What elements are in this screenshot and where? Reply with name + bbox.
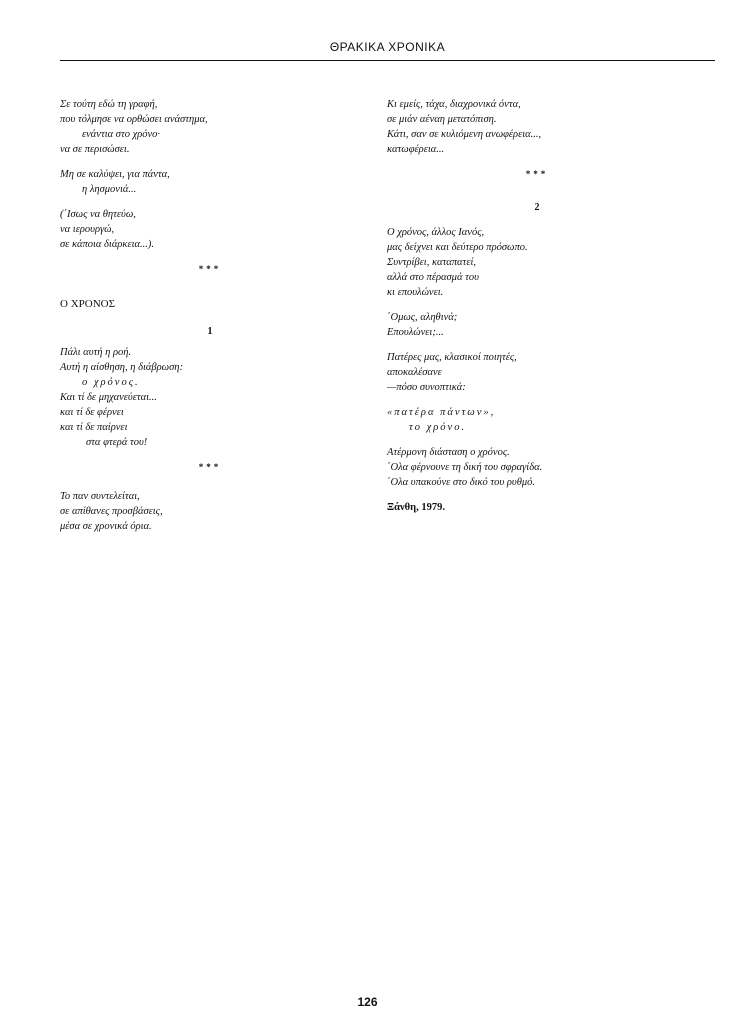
verse-line: μας δείχνει και δεύτερο πρόσωπο.: [387, 242, 528, 253]
verse-line: ΄Ολα υπακούνε στο δικό του ρυθμό.: [387, 477, 536, 488]
verse-line: Πάλι αυτή η ροή.: [60, 347, 132, 358]
right-column: [387, 97, 687, 515]
part-number: 2: [534, 202, 540, 213]
verse-line: Πατέρες μας, κλασικοί ποιητές,: [387, 352, 517, 363]
verse-line: να ιερουργώ,: [60, 224, 115, 235]
verse-line: Μη σε καλύψει, για πάντα,: [60, 169, 170, 180]
verse-line: που τόλμησε να ορθώσει ανάστημα,: [60, 114, 208, 125]
verse-line: Ατέρμονη διάσταση ο χρόνος.: [387, 447, 510, 458]
verse-line: Το παν συντελείται,: [60, 491, 140, 502]
part-number: 1: [207, 326, 213, 337]
stanza: [387, 405, 687, 435]
verse-line: ΄Ομως, αληθινά;: [387, 312, 458, 323]
verse-line: Και τί δε μηχανεύεται...: [60, 392, 157, 403]
running-header: ΘΡΑΚΙΚΑ ΧΡΟΝΙΚΑ: [329, 40, 446, 54]
left-column: [60, 97, 360, 544]
stanza: [387, 445, 687, 490]
stanza: [60, 167, 360, 197]
verse-line: σε κάποια διάρκεια...).: [60, 239, 155, 250]
verse-line: σε απίθανες προσβάσεις,: [60, 506, 163, 517]
verse-line: Σε τούτη εδώ τη γραφή,: [60, 99, 158, 110]
verse-line: και τί δε φέρνει: [60, 407, 124, 418]
section-divider: ***: [198, 264, 222, 274]
verse-line: κι επουλώνει.: [387, 287, 444, 298]
verse-line: Ο χρόνος, άλλος Ιανός,: [387, 227, 485, 238]
poem-title: Ο ΧΡΟΝΟΣ: [60, 298, 115, 310]
verse-line: ενάντια στο χρόνο·: [82, 129, 161, 140]
stanza: [387, 350, 687, 395]
page-number: 126: [357, 995, 378, 1009]
verse-line: η λησμονιά...: [82, 184, 137, 195]
stanza: [387, 225, 687, 300]
verse-line: αλλά στο πέρασμά του: [387, 272, 479, 283]
verse-line: στα φτερά του!: [86, 437, 148, 448]
verse-line: να σε περισώσει.: [60, 144, 130, 155]
verse-line: Επουλώνει;...: [387, 327, 444, 338]
verse-line: Αυτή η αίσθηση, η διάβρωση:: [60, 362, 183, 373]
verse-line: σε μιάν αέναη μετατόπιση.: [387, 114, 497, 125]
stanza: [387, 97, 687, 157]
verse-line: ΄Ολα φέρνουνε τη δική του σφραγίδα.: [387, 462, 543, 473]
verse-line: (΄Ισως να θητεύω,: [60, 209, 136, 220]
stanza: [60, 207, 360, 252]
stanza: [60, 489, 360, 534]
stanza: [60, 345, 360, 450]
verse-line: «πατέρα πάντων»,: [387, 407, 496, 418]
verse-line: μέσα σε χρονικά όρια.: [60, 521, 152, 532]
verse-line: το χρόνο.: [409, 422, 467, 433]
verse-line: Συντρίβει, καταπατεί,: [387, 257, 476, 268]
verse-line: Κι εμείς, τάχα, διαχρονικά όντα,: [387, 99, 521, 110]
header-rule: [60, 60, 715, 61]
section-divider: ***: [198, 462, 222, 472]
verse-line: και τί δε παίρνει: [60, 422, 128, 433]
section-divider: ***: [525, 169, 549, 179]
verse-line: αποκαλέσανε: [387, 367, 442, 378]
place-date-signature: Ξάνθη, 1979.: [387, 502, 445, 513]
verse-line: ο χρόνος.: [82, 377, 140, 388]
stanza: [387, 310, 687, 340]
verse-line: —πόσο συνοπτικά:: [387, 382, 466, 393]
verse-line: Κάτι, σαν σε κυλιόμενη ανωφέρεια...,: [387, 129, 542, 140]
stanza: [60, 97, 360, 157]
verse-line: κατωφέρεια...: [387, 144, 445, 155]
